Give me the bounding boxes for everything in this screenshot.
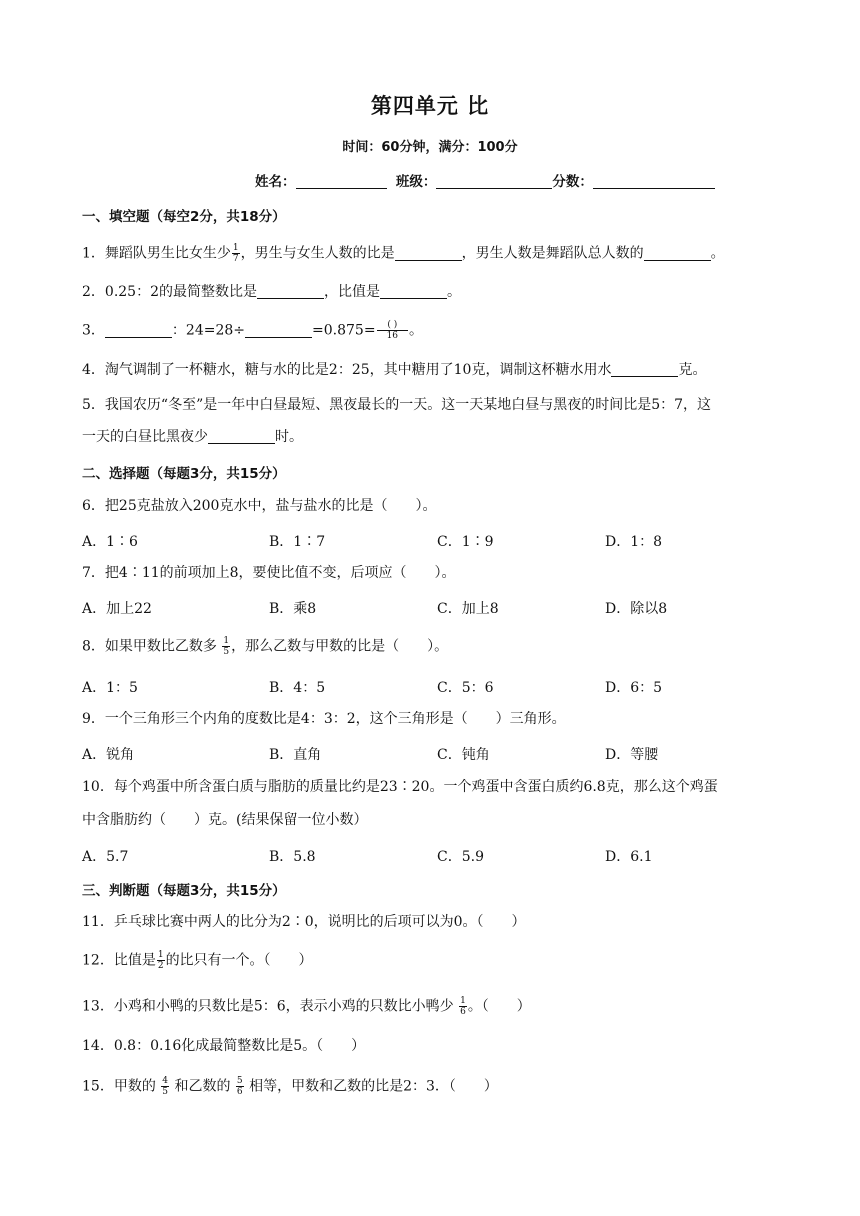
answer-blank[interactable]: [611, 362, 678, 377]
student-info-row: [255, 170, 715, 190]
class-label: 班级：: [395, 174, 437, 190]
answer-blank[interactable]: [257, 284, 324, 299]
question-6-options: [82, 531, 782, 549]
question-12: 12．比值是 $\frac{1}{2}$ 的比只有一个。（ ）: [82, 950, 313, 971]
score-label: 分数：: [552, 174, 593, 190]
question-10-line2: 中含脂肪约（ ）克。(结果保留一位小数）: [82, 812, 368, 828]
option-c[interactable]: C．5.9: [437, 849, 484, 865]
option-d[interactable]: D．6.1: [605, 849, 653, 865]
question-4: 4．淘气调制了一杯糖水，糖与水的比是2：25，其中糖用了10克，调制这杯糖水用水 克。: [82, 362, 707, 378]
question-8: 8．如果甲数比乙数多 $\frac{1}{5}$ ，那么乙数与甲数的比是（ ）。: [82, 636, 449, 657]
fraction: $\frac{1}{2}$: [157, 950, 164, 971]
option-a[interactable]: A．1：5: [82, 680, 138, 696]
option-d[interactable]: D．除以8: [605, 601, 668, 617]
option-c[interactable]: C．5：6: [437, 680, 494, 696]
answer-blank[interactable]: [245, 323, 312, 338]
answer-blank[interactable]: [395, 246, 462, 261]
fraction: $\frac{5}{6}$: [236, 1076, 243, 1097]
question-7-options: [82, 598, 782, 616]
question-7: 7．把4∶11的前项加上8，要使比值不变，后项应（ ）。: [82, 565, 456, 581]
option-d[interactable]: D．等腰: [605, 747, 659, 763]
score-blank[interactable]: [593, 174, 715, 189]
section-fill-in-blank: 一、填空题（每空2分，共18分）: [82, 209, 286, 225]
option-b[interactable]: B．1∶7: [269, 534, 326, 550]
section-true-false: 三、判断题（每题3分，共15分）: [82, 883, 286, 899]
question-6: 6．把25克盐放入200克水中，盐与盐水的比是（ ）。: [82, 498, 437, 514]
name-label: 姓名：: [255, 174, 296, 190]
fraction: $\frac{1}{7}$: [232, 243, 239, 264]
option-a[interactable]: A．5.7: [82, 849, 129, 865]
time-score-info: 时间：60分钟，满分：100分: [342, 140, 518, 155]
question-14: 14．0.8：0.16化成最简整数比是5。（ ）: [82, 1038, 366, 1054]
option-d[interactable]: D．1：8: [605, 534, 663, 550]
fraction: $\frac{( )}{16}$: [377, 320, 408, 341]
fraction: $\frac{1}{6}$: [460, 996, 466, 1017]
question-3: 3． ：24=28÷ =0.875= $\frac{( )}{16}$ 。: [82, 320, 424, 341]
question-13: 13．小鸡和小鸭的只数比是5：6，表示小鸡的只数比小鸭少 $\frac{1}{6}$ 。（ ）: [82, 996, 531, 1017]
page-title: 第四单元 比: [370, 94, 490, 118]
option-c[interactable]: C．加上8: [437, 601, 499, 617]
answer-blank[interactable]: [208, 429, 275, 444]
option-a[interactable]: A．1∶6: [82, 534, 138, 550]
question-10-line1: 10．每个鸡蛋中所含蛋白质与脂肪的质量比约是23∶20。一个鸡蛋中含蛋白质约6.8克，那么这个鸡蛋: [82, 779, 718, 795]
section-multiple-choice: 二、选择题（每题3分，共15分）: [82, 466, 286, 482]
option-a[interactable]: A．加上22: [82, 601, 152, 617]
question-1: 1．舞蹈队男生比女生少 $\frac{1}{7}$ ，男生与女生人数的比是 ，男生人数是舞蹈队总人数的 。: [82, 243, 725, 264]
option-c[interactable]: C．1∶9: [437, 534, 494, 550]
answer-blank[interactable]: [644, 246, 711, 261]
question-8-options: [82, 677, 782, 695]
answer-blank[interactable]: [380, 284, 447, 299]
question-15: 15．甲数的 $\frac{4}{5}$ 和乙数的 $\frac{5}{6}$ 相等，甲数和乙数的比是2：3．（ ）: [82, 1076, 498, 1097]
option-b[interactable]: B．4：5: [269, 680, 326, 696]
option-d[interactable]: D．6：5: [605, 680, 663, 696]
question-9-options: [82, 744, 782, 762]
class-blank[interactable]: [436, 174, 552, 189]
option-b[interactable]: B．直角: [269, 747, 322, 763]
option-b[interactable]: B．5.8: [269, 849, 316, 865]
question-5-line1: 5．我国农历“冬至”是一年中白昼最短、黑夜最长的一天。这一天某地白昼与黑夜的时间比是5：7，这: [82, 397, 712, 413]
question-5-line2: 一天的白昼比黑夜少 时。: [82, 429, 303, 445]
fraction: $\frac{4}{5}$: [162, 1076, 168, 1097]
fraction: $\frac{1}{5}$: [223, 636, 230, 657]
option-c[interactable]: C．钝角: [437, 747, 490, 763]
question-2: 2．0.25：2的最简整数比是 ，比值是 。: [82, 284, 461, 300]
question-10-options: [82, 846, 782, 864]
name-blank[interactable]: [296, 174, 387, 189]
option-b[interactable]: B．乘8: [269, 601, 317, 617]
question-9: 9．一个三角形三个内角的度数比是4：3：2，这个三角形是（ ）三角形。: [82, 711, 566, 727]
answer-blank[interactable]: [105, 323, 172, 338]
question-11: 11．乒乓球比赛中两人的比分为2∶0，说明比的后项可以为0。（ ）: [82, 914, 526, 930]
option-a[interactable]: A．锐角: [82, 747, 135, 763]
